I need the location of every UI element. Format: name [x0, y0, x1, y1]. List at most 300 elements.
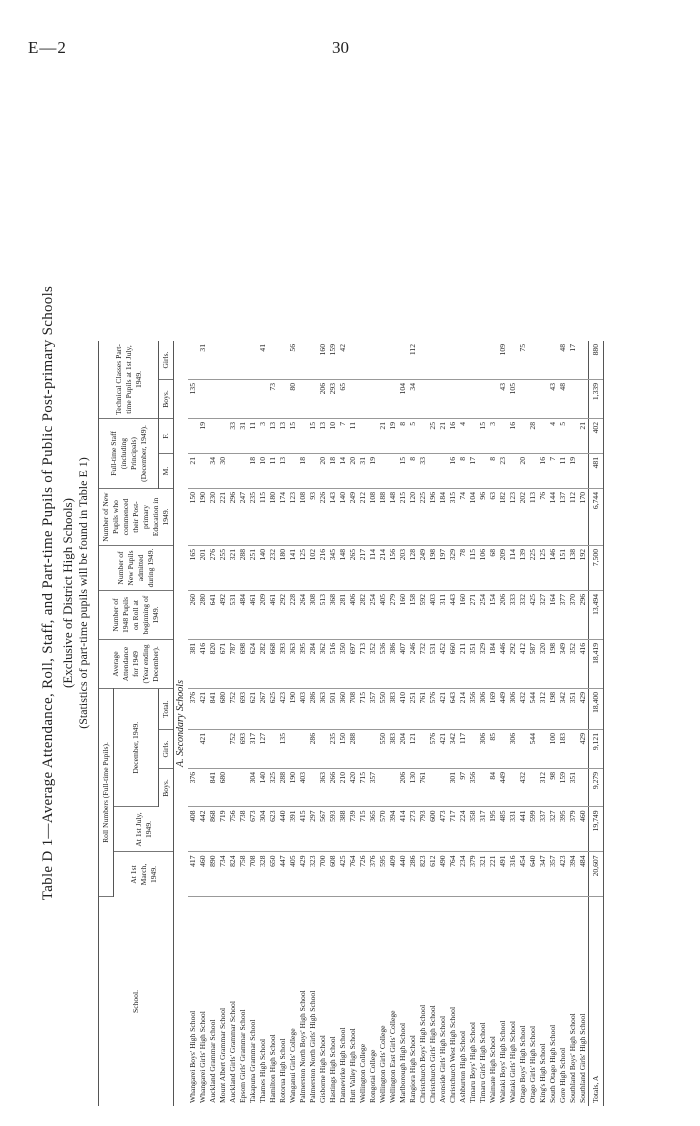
- table-cell: [378, 454, 388, 489]
- table-cell: 484: [238, 591, 248, 640]
- table-cell: [278, 341, 288, 380]
- table-cell: 301: [448, 769, 458, 808]
- table-cell: [358, 419, 368, 454]
- table-cell: [528, 769, 538, 808]
- table-cell: [368, 730, 378, 769]
- table-cell: 306: [508, 730, 518, 769]
- table-cell: 96: [478, 489, 488, 546]
- table-row: [478, 341, 488, 1106]
- table-cell: 719: [218, 807, 228, 852]
- table-cell: 224: [458, 807, 468, 852]
- table-cell: 460: [198, 852, 208, 897]
- table-cell: [388, 380, 398, 419]
- table-row: [308, 341, 318, 1106]
- col-1948: Number of 1948 Pupils on Roll at beginning of 1949.: [99, 591, 174, 640]
- table-cell: 567: [318, 807, 328, 852]
- table-cell: 342: [448, 730, 458, 769]
- table-cell: 5: [558, 419, 568, 454]
- table-cell: 183: [558, 730, 568, 769]
- totals-label: Totals, A: [589, 897, 604, 1107]
- col-staff: Full-time Staff (including Principals) (December, 1949).: [99, 419, 159, 489]
- table-title: Table D 1—Average Attendance, Roll, Staff, and Part-time Pupils of Public Post-primary Schools: [40, 285, 56, 901]
- school-name: Takapuna Grammar School: [248, 1019, 257, 1103]
- school-name: Christchurch Girls' High School: [428, 1005, 437, 1103]
- table-cell: 43: [498, 380, 508, 419]
- table-cell: 420: [348, 769, 358, 808]
- table-body: [174, 341, 604, 1106]
- table-cell: 123: [508, 489, 518, 546]
- totals-cell: 20,607: [589, 852, 604, 897]
- table-cell: 120: [408, 489, 418, 546]
- table-row: [488, 341, 498, 1106]
- table-row: [238, 341, 248, 1106]
- school-name: Mount Albert Grammar School: [218, 1007, 227, 1103]
- school-name: Rongotai College: [368, 1049, 377, 1103]
- table-cell: 621: [248, 689, 258, 730]
- table-cell: 406: [348, 591, 358, 640]
- table-cell: 28: [528, 419, 538, 454]
- table-cell: 190: [198, 489, 208, 546]
- col-staff-m: M.: [159, 454, 174, 489]
- table-cell: [528, 454, 538, 489]
- school-name: South Otago High School: [548, 1024, 557, 1103]
- table-cell: 135: [188, 380, 198, 419]
- school-name: Rotorua High School: [278, 1038, 287, 1103]
- table-cell: 43: [548, 380, 558, 419]
- table-cell: 108: [368, 489, 378, 546]
- table-cell: [428, 341, 438, 380]
- table-cell: 192: [578, 546, 589, 591]
- table-cell: [358, 730, 368, 769]
- table-cell: 306: [508, 689, 518, 730]
- table-cell: 221: [488, 852, 498, 897]
- table-cell: 292: [508, 640, 518, 689]
- totals-cell: 880: [589, 341, 604, 380]
- table-cell: 112: [408, 341, 418, 380]
- table-cell: 328: [258, 852, 268, 897]
- table-cell: [348, 341, 358, 380]
- table-cell: 180: [278, 546, 288, 591]
- table-cell: 327: [548, 807, 558, 852]
- table-cell: 160: [398, 591, 408, 640]
- table-cell: 717: [448, 807, 458, 852]
- table-cell: 165: [188, 546, 198, 591]
- table-cell: 33: [228, 419, 238, 454]
- table-cell: 680: [218, 689, 228, 730]
- table-cell: 160: [318, 341, 328, 380]
- table-cell: 461: [248, 591, 258, 640]
- table-cell: [228, 341, 238, 380]
- table-cell: 140: [338, 489, 348, 546]
- table-cell: [518, 730, 528, 769]
- table-cell: 16: [448, 454, 458, 489]
- table-cell: [538, 380, 548, 419]
- table-cell: 315: [448, 489, 458, 546]
- table-cell: 190: [288, 689, 298, 730]
- table-cell: 264: [298, 591, 308, 640]
- table-cell: 441: [518, 807, 528, 852]
- table-cell: [508, 454, 518, 489]
- table-cell: 190: [288, 769, 298, 808]
- school-name: Marlborough High School: [398, 1022, 407, 1103]
- table-row: [548, 341, 558, 1106]
- table-cell: 48: [558, 380, 568, 419]
- table-cell: 201: [198, 546, 208, 591]
- table-cell: 403: [298, 689, 308, 730]
- table-cell: 641: [208, 591, 218, 640]
- table-cell: 329: [478, 640, 488, 689]
- table-cell: 11: [558, 454, 568, 489]
- table-cell: 820: [208, 640, 218, 689]
- table-row: [468, 341, 478, 1106]
- table-cell: [298, 380, 308, 419]
- table-cell: 8: [408, 454, 418, 489]
- table-cell: [418, 419, 428, 454]
- table-cell: 150: [188, 489, 198, 546]
- table-cell: 345: [328, 546, 338, 591]
- table-cell: 235: [248, 489, 258, 546]
- table-cell: 286: [308, 730, 318, 769]
- table-cell: 764: [448, 852, 458, 897]
- table-cell: 734: [218, 852, 228, 897]
- table-cell: 280: [198, 591, 208, 640]
- table-row: [338, 341, 348, 1106]
- table-cell: [208, 730, 218, 769]
- table-cell: 97: [458, 769, 468, 808]
- table-cell: 296: [578, 591, 589, 640]
- table-cell: [218, 419, 228, 454]
- table-cell: 113: [528, 489, 538, 546]
- table-cell: 363: [318, 769, 328, 808]
- table-cell: 11: [248, 419, 258, 454]
- table-cell: 148: [338, 546, 348, 591]
- table-cell: 452: [438, 640, 448, 689]
- table-cell: 11: [348, 419, 358, 454]
- table-row: [418, 341, 428, 1106]
- table-cell: 16: [538, 454, 548, 489]
- table-cell: [548, 341, 558, 380]
- table-cell: [268, 341, 278, 380]
- table-cell: 356: [468, 769, 478, 808]
- table-cell: 312: [538, 769, 548, 808]
- table-cell: 154: [488, 591, 498, 640]
- table-cell: 21: [578, 419, 589, 454]
- table-cell: [198, 769, 208, 808]
- table-cell: 376: [188, 689, 198, 730]
- table-cell: 170: [578, 489, 589, 546]
- table-cell: 297: [308, 807, 318, 852]
- col-new: Number of New Pupils admitted during 1949.: [99, 546, 174, 591]
- table-cell: 31: [358, 454, 368, 489]
- table-cell: [508, 769, 518, 808]
- table-cell: [438, 380, 448, 419]
- table-cell: 599: [528, 807, 538, 852]
- table-cell: 461: [268, 591, 278, 640]
- school-name: Auckland Girls' Grammar School: [228, 1001, 237, 1103]
- table-cell: 137: [558, 489, 568, 546]
- totals-cell: 402: [589, 419, 604, 454]
- school-name: Waitaki Girls' High School: [508, 1021, 517, 1103]
- table-cell: 203: [398, 546, 408, 591]
- col-dec-total: Total.: [159, 689, 174, 730]
- table-cell: 386: [388, 640, 398, 689]
- table-cell: 393: [278, 640, 288, 689]
- table-cell: 376: [188, 769, 198, 808]
- table-cell: 105: [508, 380, 518, 419]
- school-name: Wellington East Girls' College: [388, 1010, 397, 1103]
- table-cell: 41: [258, 341, 268, 380]
- table-cell: 260: [188, 591, 198, 640]
- table-cell: 30: [218, 454, 228, 489]
- school-name: Epsom Girls' Grammar School: [238, 1009, 247, 1103]
- table-row: [558, 341, 568, 1106]
- table-cell: 197: [438, 546, 448, 591]
- table-cell: 395: [298, 640, 308, 689]
- table-cell: 531: [428, 640, 438, 689]
- table-cell: [238, 341, 248, 380]
- table-cell: 316: [508, 852, 518, 897]
- table-cell: 204: [398, 730, 408, 769]
- table-cell: 726: [358, 852, 368, 897]
- table-cell: 209: [258, 591, 268, 640]
- table-cell: 254: [368, 591, 378, 640]
- table-cell: 550: [378, 730, 388, 769]
- table-cell: 15: [478, 419, 488, 454]
- table-cell: [228, 454, 238, 489]
- table-cell: 739: [348, 807, 358, 852]
- table-cell: 56: [288, 341, 298, 380]
- school-name: Gore High School: [558, 1047, 567, 1103]
- table-cell: 296: [228, 489, 238, 546]
- table-row: [518, 341, 528, 1106]
- table-cell: [428, 769, 438, 808]
- table-cell: 536: [378, 640, 388, 689]
- table-cell: 188: [378, 489, 388, 546]
- table-cell: 293: [328, 380, 338, 419]
- totals-cell: 19,749: [589, 807, 604, 852]
- page-code: E—2: [28, 38, 67, 57]
- table-cell: 271: [468, 591, 478, 640]
- table-cell: 98: [548, 769, 558, 808]
- school-name: Auckland Grammar School: [208, 1019, 217, 1103]
- table-cell: 368: [328, 591, 338, 640]
- table-cell: [188, 419, 198, 454]
- table-row: [198, 341, 208, 1106]
- table-cell: 169: [488, 689, 498, 730]
- table-cell: 491: [498, 852, 508, 897]
- table-cell: [448, 380, 458, 419]
- table-cell: 21: [438, 419, 448, 454]
- table-cell: 198: [548, 640, 558, 689]
- table-row: [388, 341, 398, 1106]
- col-avg: Average Attendance for 1949 (Year ending December).: [99, 640, 174, 689]
- table-cell: [238, 769, 248, 808]
- table-cell: 593: [328, 807, 338, 852]
- table-cell: 104: [468, 489, 478, 546]
- table-cell: 234: [458, 852, 468, 897]
- table-cell: 141: [288, 546, 298, 591]
- table-cell: 421: [198, 689, 208, 730]
- table-cell: 409: [388, 852, 398, 897]
- table-cell: 410: [398, 689, 408, 730]
- totals-row: [589, 341, 604, 1106]
- table-cell: 490: [438, 852, 448, 897]
- table-cell: 249: [418, 546, 428, 591]
- table-cell: [438, 769, 448, 808]
- table-cell: 544: [528, 689, 538, 730]
- table-cell: 13: [278, 419, 288, 454]
- table-cell: 19: [198, 419, 208, 454]
- totals-cell: 13,494: [589, 591, 604, 640]
- table-cell: [488, 341, 498, 380]
- table-cell: 403: [428, 591, 438, 640]
- table-cell: 764: [348, 852, 358, 897]
- table-cell: 304: [258, 807, 268, 852]
- section-row: [174, 341, 189, 1106]
- table-cell: 266: [328, 769, 338, 808]
- school-name: Timaru Girls' High School: [478, 1022, 487, 1103]
- table-cell: 357: [548, 852, 558, 897]
- table-cell: 158: [408, 591, 418, 640]
- table-row: [258, 341, 268, 1106]
- table-row: [448, 341, 458, 1106]
- table-cell: 284: [308, 640, 318, 689]
- table-cell: 292: [278, 591, 288, 640]
- table-cell: 19: [568, 454, 578, 489]
- table-row: [458, 341, 468, 1106]
- attendance-table: [98, 341, 604, 1106]
- table-cell: 282: [358, 591, 368, 640]
- table-cell: [308, 380, 318, 419]
- table-cell: 247: [238, 489, 248, 546]
- table-cell: [438, 454, 448, 489]
- table-cell: 4: [458, 419, 468, 454]
- school-name: Rangiora High School: [408, 1035, 417, 1103]
- table-cell: 180: [268, 489, 278, 546]
- table-cell: 421: [438, 730, 448, 769]
- table-cell: 841: [208, 689, 218, 730]
- table-cell: 311: [438, 591, 448, 640]
- table-cell: [218, 341, 228, 380]
- table-cell: 513: [318, 591, 328, 640]
- table-cell: [388, 454, 398, 489]
- table-cell: 206: [498, 591, 508, 640]
- table-cell: [228, 769, 238, 808]
- table-cell: 251: [248, 546, 258, 591]
- table-cell: [298, 730, 308, 769]
- table-cell: 592: [418, 591, 428, 640]
- table-cell: 460: [578, 807, 589, 852]
- table-cell: [208, 380, 218, 419]
- table-cell: 732: [418, 640, 428, 689]
- table-cell: 693: [238, 730, 248, 769]
- school-name: Thames High School: [258, 1038, 267, 1103]
- table-cell: 342: [558, 689, 568, 730]
- table-cell: 697: [348, 640, 358, 689]
- table-cell: [318, 730, 328, 769]
- school-name: Otago Girls' High School: [528, 1025, 537, 1103]
- table-cell: 423: [278, 689, 288, 730]
- table-cell: 425: [528, 591, 538, 640]
- table-cell: 140: [258, 769, 268, 808]
- table-subtitle: (Exclusive of District High Schools): [60, 498, 75, 688]
- table-cell: 164: [548, 591, 558, 640]
- table-row: [278, 341, 288, 1106]
- table-cell: [568, 730, 578, 769]
- table-cell: 640: [528, 852, 538, 897]
- table-cell: [218, 380, 228, 419]
- totals-cell: 6,744: [589, 489, 604, 546]
- school-name: Hutt Valley High School: [348, 1028, 357, 1103]
- table-cell: 20: [318, 454, 328, 489]
- table-cell: 333: [508, 591, 518, 640]
- table-cell: 306: [478, 689, 488, 730]
- table-cell: 516: [328, 640, 338, 689]
- table-cell: 80: [288, 380, 298, 419]
- table-cell: [358, 380, 368, 419]
- table-cell: 143: [328, 489, 338, 546]
- table-cell: 381: [188, 640, 198, 689]
- table-cell: 144: [548, 489, 558, 546]
- table-cell: [308, 769, 318, 808]
- table-cell: 202: [518, 489, 528, 546]
- table-cell: 125: [538, 546, 548, 591]
- table-cell: 394: [568, 852, 578, 897]
- table-cell: [248, 341, 258, 380]
- table-cell: 708: [348, 689, 358, 730]
- table-row: [568, 341, 578, 1106]
- table-cell: 13: [268, 419, 278, 454]
- table-cell: 115: [468, 546, 478, 591]
- school-name: Otago Boys' High School: [518, 1025, 527, 1103]
- table-row: [378, 341, 388, 1106]
- table-cell: 405: [378, 591, 388, 640]
- table-cell: 195: [488, 807, 498, 852]
- table-cell: 209: [498, 546, 508, 591]
- table-cell: 123: [288, 489, 298, 546]
- table-cell: 890: [208, 852, 218, 897]
- school-name: Hastings High School: [328, 1036, 337, 1103]
- col-dec-boys: Boys.: [159, 769, 174, 808]
- table-cell: 600: [428, 807, 438, 852]
- table-cell: 492: [218, 591, 228, 640]
- table-cell: 34: [408, 380, 418, 419]
- school-name: Timaru Boys' High School: [468, 1021, 477, 1103]
- table-cell: 395: [558, 807, 568, 852]
- table-cell: 576: [428, 730, 438, 769]
- table-cell: 206: [398, 769, 408, 808]
- table-cell: 115: [258, 489, 268, 546]
- table-row: [228, 341, 238, 1106]
- table-cell: 708: [248, 852, 258, 897]
- table-cell: 823: [418, 852, 428, 897]
- table-cell: [418, 380, 428, 419]
- table-cell: [418, 341, 428, 380]
- table-cell: 550: [378, 689, 388, 730]
- table-cell: 288: [238, 546, 248, 591]
- table-cell: 14: [338, 454, 348, 489]
- table-cell: [438, 341, 448, 380]
- table-cell: 74: [458, 489, 468, 546]
- table-cell: 351: [568, 769, 578, 808]
- table-cell: 288: [348, 730, 358, 769]
- table-row: [538, 341, 548, 1106]
- table-cell: 216: [318, 546, 328, 591]
- table-cell: 225: [418, 489, 428, 546]
- table-cell: 752: [228, 689, 238, 730]
- table-cell: [478, 769, 488, 808]
- table-cell: 3: [258, 419, 268, 454]
